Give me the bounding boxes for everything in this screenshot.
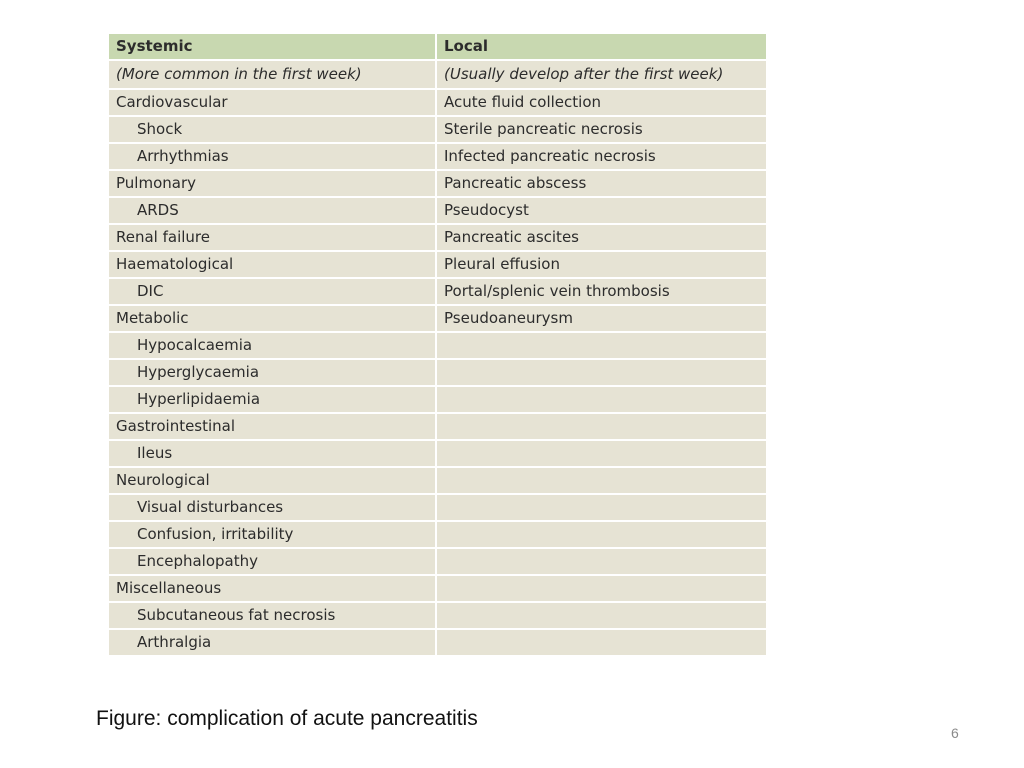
local-cell (436, 467, 766, 494)
systemic-cell: Shock (109, 116, 436, 143)
table-row (109, 224, 766, 251)
table-row (109, 467, 766, 494)
systemic-cell: Renal failure (109, 224, 436, 251)
systemic-cell: Neurological (109, 467, 436, 494)
table-header-row (109, 34, 766, 60)
table-row (109, 359, 766, 386)
systemic-cell: Arrhythmias (109, 143, 436, 170)
systemic-cell: Metabolic (109, 305, 436, 332)
local-cell (436, 386, 766, 413)
local-cell (436, 494, 766, 521)
table-row (109, 629, 766, 656)
table-body (109, 60, 766, 656)
complications-table (109, 34, 766, 657)
figure-caption: Figure: complication of acute pancreatitis (96, 707, 478, 730)
header-systemic: Systemic (109, 34, 436, 60)
systemic-cell: Arthralgia (109, 629, 436, 656)
table-row (109, 413, 766, 440)
local-cell (436, 440, 766, 467)
table-row (109, 386, 766, 413)
table-row (109, 440, 766, 467)
local-cell: Pseudocyst (436, 197, 766, 224)
subheader-systemic: (More common in the first week) (109, 60, 436, 89)
header-local: Local (436, 34, 766, 60)
systemic-cell: Pulmonary (109, 170, 436, 197)
local-cell (436, 575, 766, 602)
systemic-cell: Haematological (109, 251, 436, 278)
systemic-cell: Cardiovascular (109, 89, 436, 116)
local-cell (436, 602, 766, 629)
table-row (109, 89, 766, 116)
systemic-cell: Miscellaneous (109, 575, 436, 602)
table-row (109, 332, 766, 359)
systemic-cell: ARDS (109, 197, 436, 224)
table-row (109, 116, 766, 143)
table-row (109, 575, 766, 602)
systemic-cell: Hyperglycaemia (109, 359, 436, 386)
local-cell (436, 548, 766, 575)
table-row (109, 170, 766, 197)
systemic-cell: Visual disturbances (109, 494, 436, 521)
systemic-cell: Gastrointestinal (109, 413, 436, 440)
local-cell (436, 521, 766, 548)
table-subheader-row (109, 60, 766, 89)
table-row (109, 521, 766, 548)
systemic-cell: Encephalopathy (109, 548, 436, 575)
systemic-cell: Confusion, irritability (109, 521, 436, 548)
local-cell (436, 332, 766, 359)
table-row (109, 602, 766, 629)
table-row (109, 251, 766, 278)
local-cell (436, 413, 766, 440)
systemic-cell: Subcutaneous fat necrosis (109, 602, 436, 629)
table-row (109, 548, 766, 575)
local-cell: Pseudoaneurysm (436, 305, 766, 332)
local-cell: Infected pancreatic necrosis (436, 143, 766, 170)
table-row (109, 494, 766, 521)
local-cell: Pleural effusion (436, 251, 766, 278)
local-cell: Pancreatic ascites (436, 224, 766, 251)
systemic-cell: Hyperlipidaemia (109, 386, 436, 413)
page-number: 6 (951, 725, 959, 741)
systemic-cell: Hypocalcaemia (109, 332, 436, 359)
table-row (109, 305, 766, 332)
local-cell: Portal/splenic vein thrombosis (436, 278, 766, 305)
table-row (109, 143, 766, 170)
systemic-cell: DIC (109, 278, 436, 305)
table-row (109, 278, 766, 305)
local-cell (436, 359, 766, 386)
systemic-cell: Ileus (109, 440, 436, 467)
local-cell: Sterile pancreatic necrosis (436, 116, 766, 143)
local-cell (436, 629, 766, 656)
local-cell: Pancreatic abscess (436, 170, 766, 197)
local-cell: Acute fluid collection (436, 89, 766, 116)
table-row (109, 197, 766, 224)
subheader-local: (Usually develop after the first week) (436, 60, 766, 89)
